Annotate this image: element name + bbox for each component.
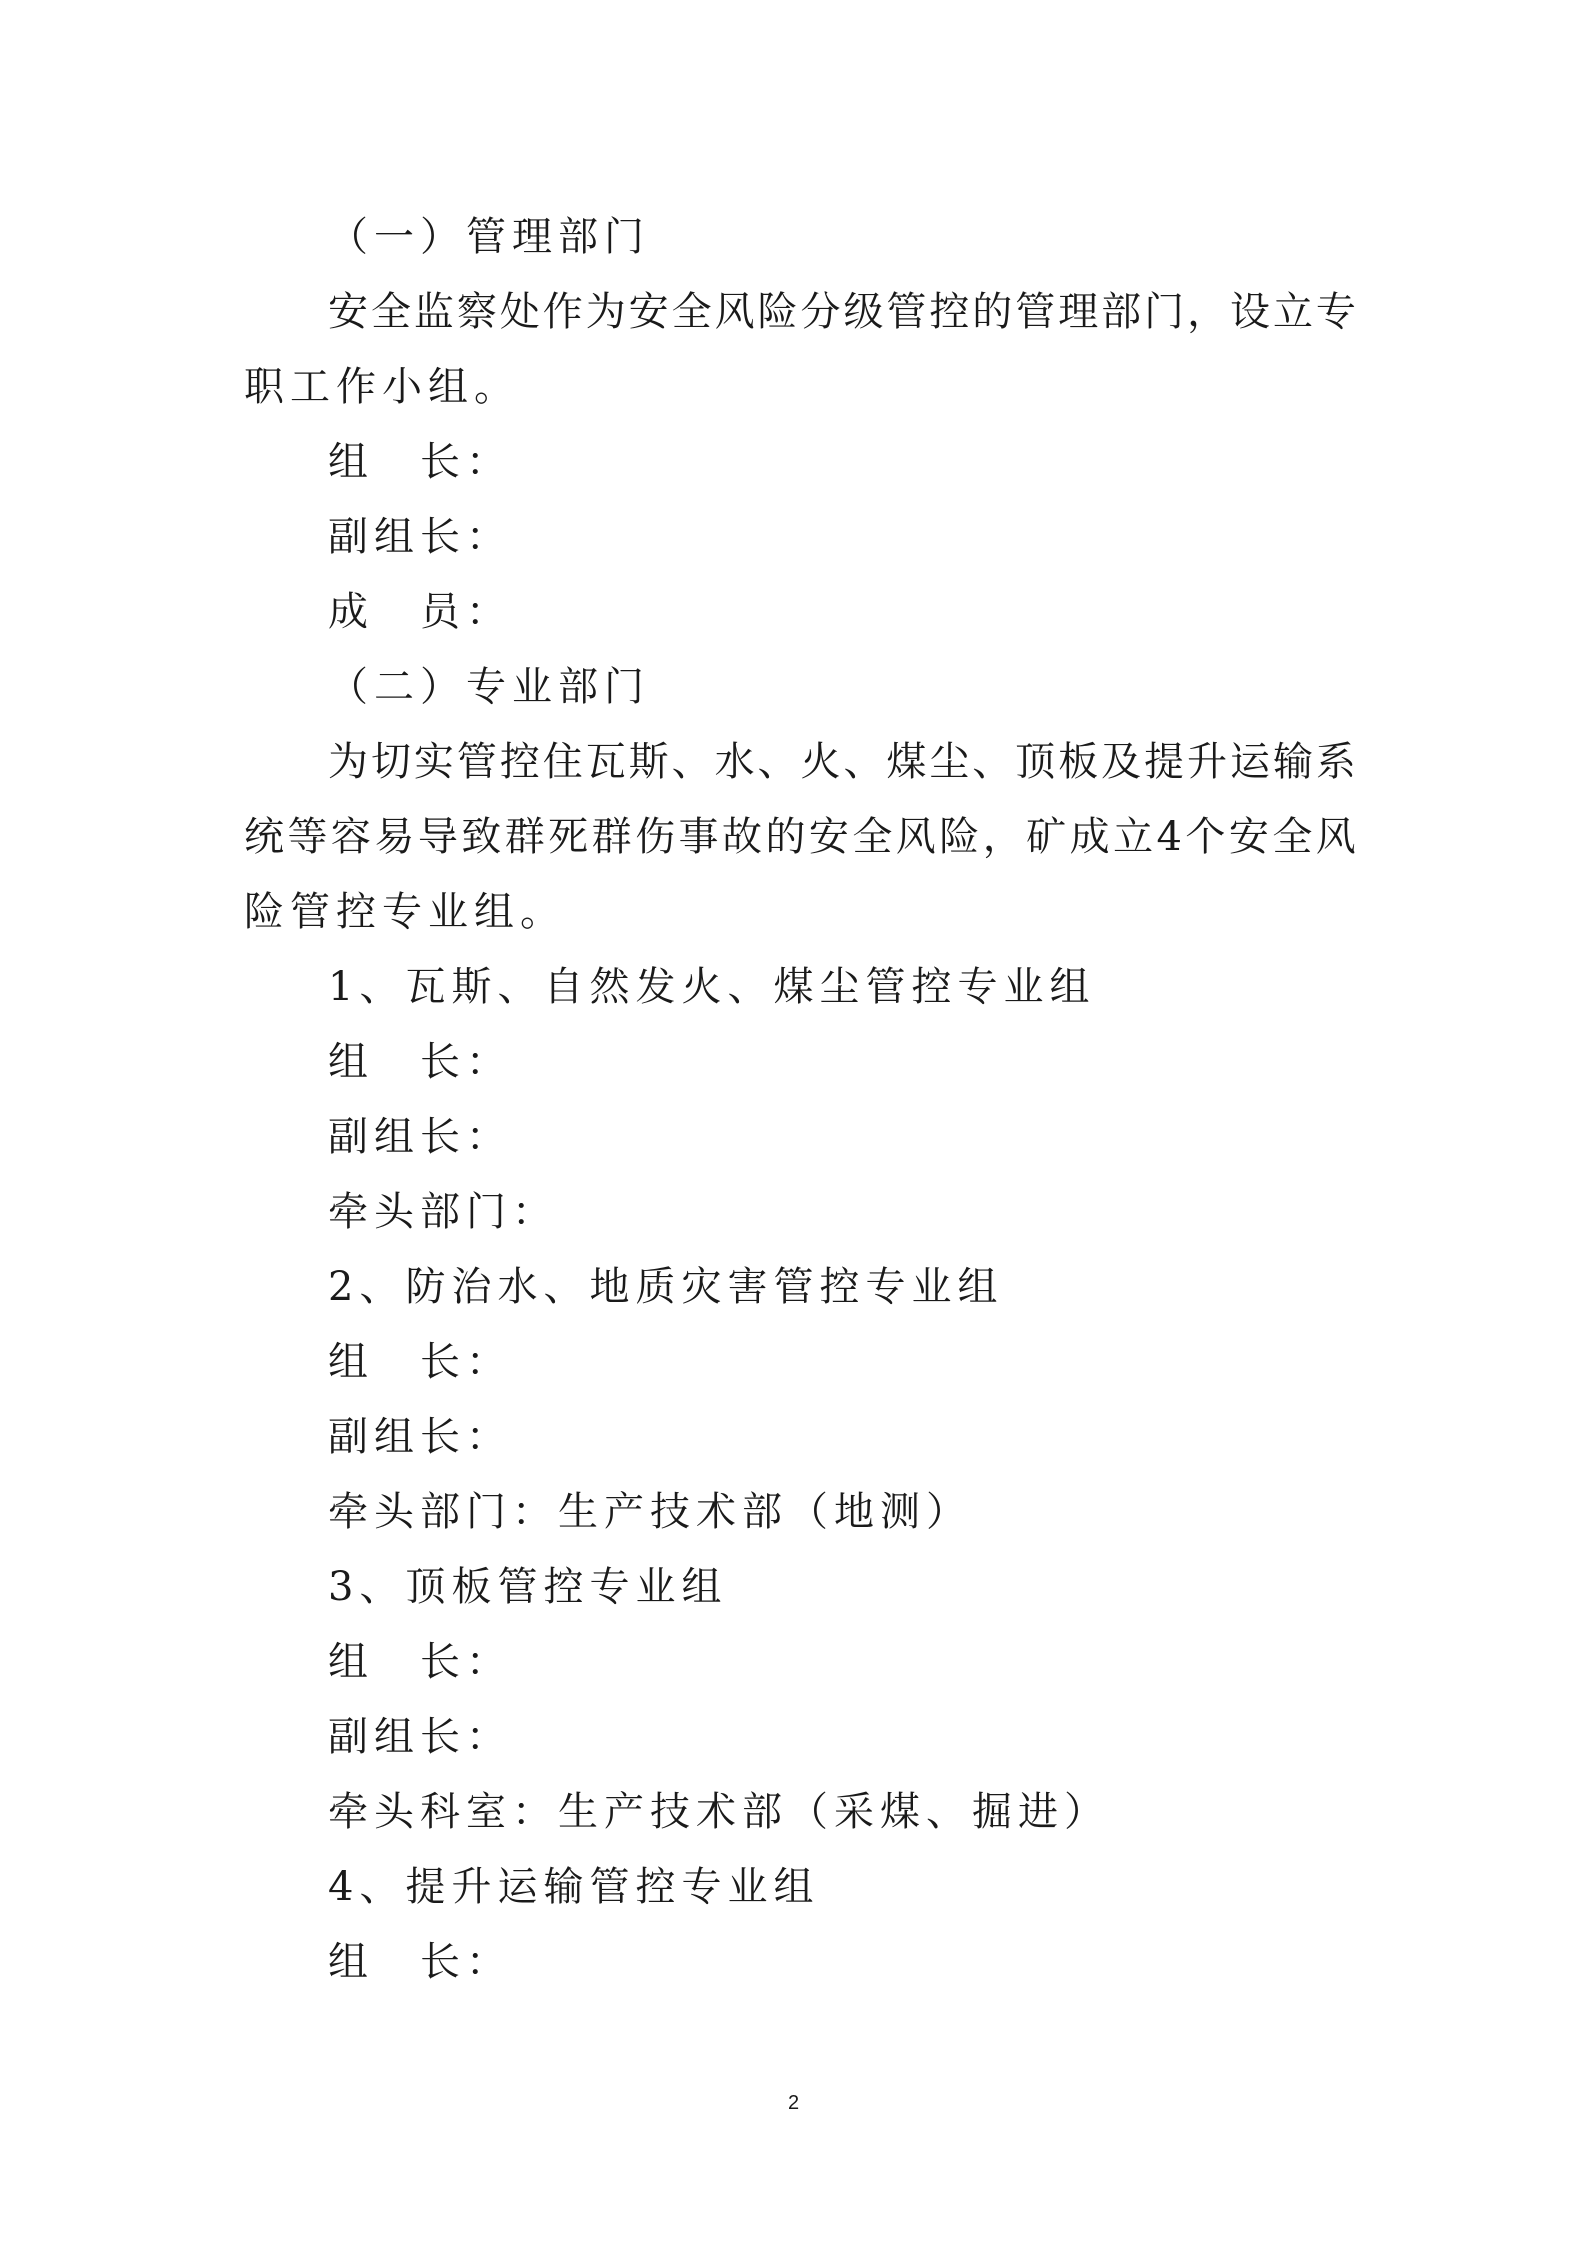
document-line: 牵头部门：生产技术部（地测） xyxy=(328,1489,972,1535)
document-line: 组 长： xyxy=(328,1939,512,1985)
document-line: 副组长： xyxy=(328,514,512,560)
document-line: 为 切 实 管 控 住 瓦 斯 、 水 、 火 、 煤 尘 、 顶 板 及 提 升 运 输 系 xyxy=(328,739,1356,785)
document-line: 组 长： xyxy=(328,1339,512,1385)
document-line: （二）专业部门 xyxy=(328,664,650,710)
document-body xyxy=(244,200,1356,2000)
document-line: 险管控专业组。 xyxy=(244,889,566,935)
document-line: 4、提升运输管控专业组 xyxy=(328,1864,820,1910)
document-line: 组 长： xyxy=(328,439,512,485)
page-number: 2 xyxy=(787,2092,800,2114)
document-line: 牵头部门： xyxy=(328,1189,558,1235)
document-line: 2、防治水、地质灾害管控专业组 xyxy=(328,1264,1004,1310)
document-line: 副组长： xyxy=(328,1114,512,1160)
document-line: 副组长： xyxy=(328,1414,512,1460)
document-line: 牵头科室：生产技术部（采煤、掘进） xyxy=(328,1789,1110,1835)
document-line: 安 全 监 察 处 作 为 安 全 风 险 分 级 管 控 的 管 理 部 门 ， 设 立 专 xyxy=(328,289,1356,335)
document-line: （一）管理部门 xyxy=(328,214,650,260)
document-line: 成 员： xyxy=(328,589,512,635)
document-line: 副组长： xyxy=(328,1714,512,1760)
document-line: 1、瓦斯、自然发火、煤尘管控专业组 xyxy=(328,964,1096,1010)
document-line: 统 等 容 易 导 致 群 死 群 伤 事 故 的 安 全 风 险 ， 矿 成 立 4 个 安 全 风 xyxy=(244,814,1356,860)
document-line: 职工作小组。 xyxy=(244,364,520,410)
document-line: 组 长： xyxy=(328,1639,512,1685)
document-line: 3、顶板管控专业组 xyxy=(328,1564,728,1610)
document-line: 组 长： xyxy=(328,1039,512,1085)
